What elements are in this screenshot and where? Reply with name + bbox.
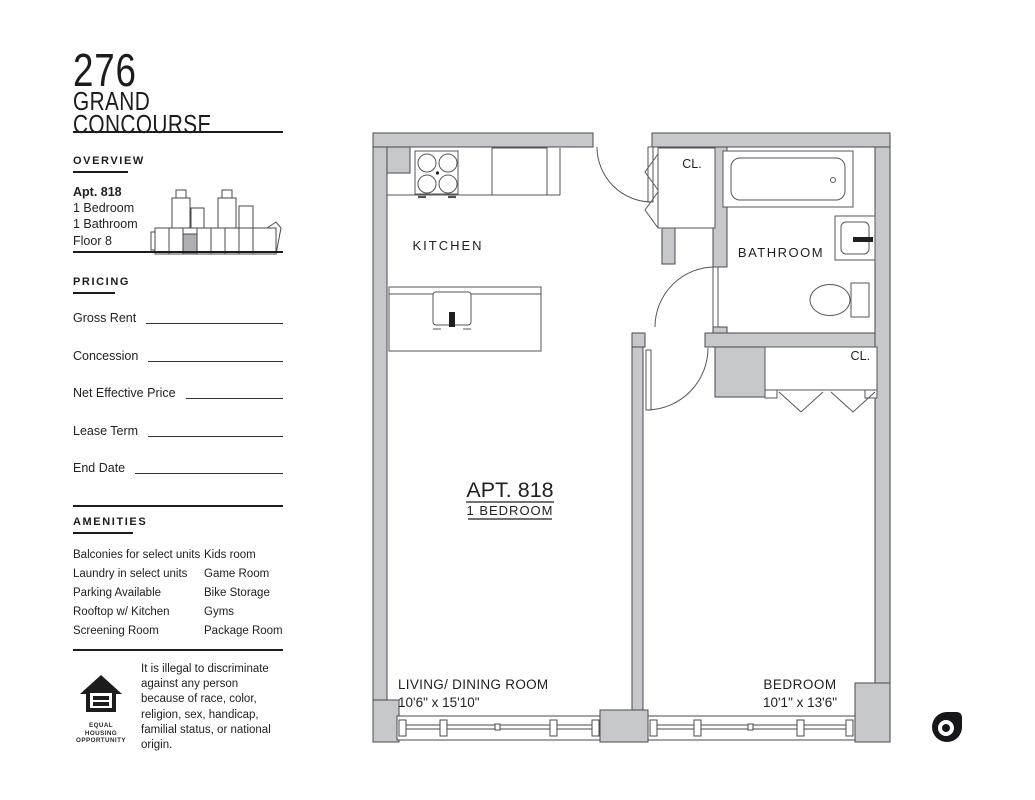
unit-label: APT. 818 (466, 478, 554, 502)
bathroom-count: 1 Bathroom (73, 217, 138, 232)
bedroom-label: BEDROOM (763, 677, 837, 692)
building-key-plan (150, 186, 283, 268)
building-logo (73, 44, 212, 139)
bedroom-closet-label: CL. (850, 349, 870, 363)
equal-housing-caption-line2: OPPORTUNITY (76, 737, 126, 744)
amenity-item: Parking Available (73, 587, 162, 599)
refrigerator-icon (492, 148, 547, 195)
amenity-item: Rooftop w/ Kitchen (73, 606, 170, 618)
bedroom-dimensions: 10'1" x 13'6" (762, 695, 838, 710)
pricing-label: Lease Term (73, 424, 139, 438)
toilet-icon (810, 283, 869, 317)
bathroom-door (655, 267, 718, 327)
pricing-label: Concession (73, 349, 139, 363)
entry-closet-label: CL. (682, 157, 702, 171)
equal-housing-icon (79, 674, 123, 714)
amenity-item: Balconies for select units (73, 549, 201, 561)
amenity-item: Screening Room (73, 625, 159, 637)
amenities-list (73, 546, 283, 641)
pricing-heading: PRICING (73, 276, 130, 294)
info-sidebar (73, 0, 283, 800)
bedroom-windows (648, 716, 855, 740)
pricing-row-concession (73, 348, 283, 364)
pricing-row-net-effective-price (73, 385, 283, 401)
kitchen-island (389, 287, 541, 351)
entry-door (597, 147, 653, 202)
pricing-row-gross-rent (73, 310, 283, 326)
pricing-label: Gross Rent (73, 311, 137, 325)
floor-plan (365, 120, 900, 752)
stove-icon (415, 151, 458, 197)
divider (73, 131, 283, 133)
equal-housing-caption-line1: EQUAL HOUSING (84, 722, 118, 737)
overview-heading: OVERVIEW (73, 155, 145, 173)
floor-plan-walls (373, 133, 890, 742)
amenities-heading: AMENITIES (73, 516, 147, 534)
pricing-blank-line (135, 473, 283, 474)
amenity-item: Laundry in select units (73, 568, 188, 580)
fair-housing-text: It is illegal to discriminate against any person because of race, color, religion, sex, handicap, familial status, or national origin. (141, 663, 271, 752)
equal-housing-block (73, 662, 129, 753)
amenity-item: Bike Storage (204, 587, 270, 599)
kitchen-label: KITCHEN (412, 238, 484, 253)
overview-details (73, 184, 148, 249)
building-number: 276 (73, 44, 137, 96)
amenity-item: Game Room (204, 568, 270, 580)
divider (73, 649, 283, 651)
amenity-item: Gyms (204, 606, 235, 618)
living-room-label: LIVING/ DINING ROOM (398, 677, 549, 692)
unit-type-label: 1 BEDROOM (466, 503, 554, 518)
bathroom-sink-icon (835, 216, 875, 260)
brand-logo-icon (929, 709, 965, 745)
apartment-number: Apt. 818 (73, 185, 122, 199)
bedroom-door (646, 348, 708, 410)
floor-number: Floor 8 (73, 233, 112, 248)
pricing-row-lease-term (73, 423, 283, 439)
fair-housing-notice (73, 662, 283, 753)
amenity-item: Kids room (204, 549, 256, 561)
divider (73, 505, 283, 507)
amenity-item: Package Room (204, 625, 283, 637)
bathroom-label: BATHROOM (737, 245, 825, 260)
entry-closet (645, 148, 715, 228)
bedroom-count: 1 Bedroom (73, 201, 135, 216)
pricing-label: End Date (73, 461, 126, 475)
pricing-label: Net Effective Price (73, 386, 176, 400)
pricing-blank-line (186, 398, 283, 399)
pricing-blank-line (146, 323, 283, 324)
building-name-line2: CONCOURSE (73, 109, 212, 139)
pricing-blank-line (148, 361, 283, 362)
pricing-row-end-date (73, 460, 283, 476)
divider (73, 251, 283, 253)
building-name-line1: GRAND (73, 86, 151, 116)
living-room-dimensions: 10'6" x 15'10" (398, 695, 480, 710)
living-room-windows (397, 716, 600, 740)
pricing-blank-line (148, 436, 283, 437)
bathtub-icon (723, 151, 853, 207)
